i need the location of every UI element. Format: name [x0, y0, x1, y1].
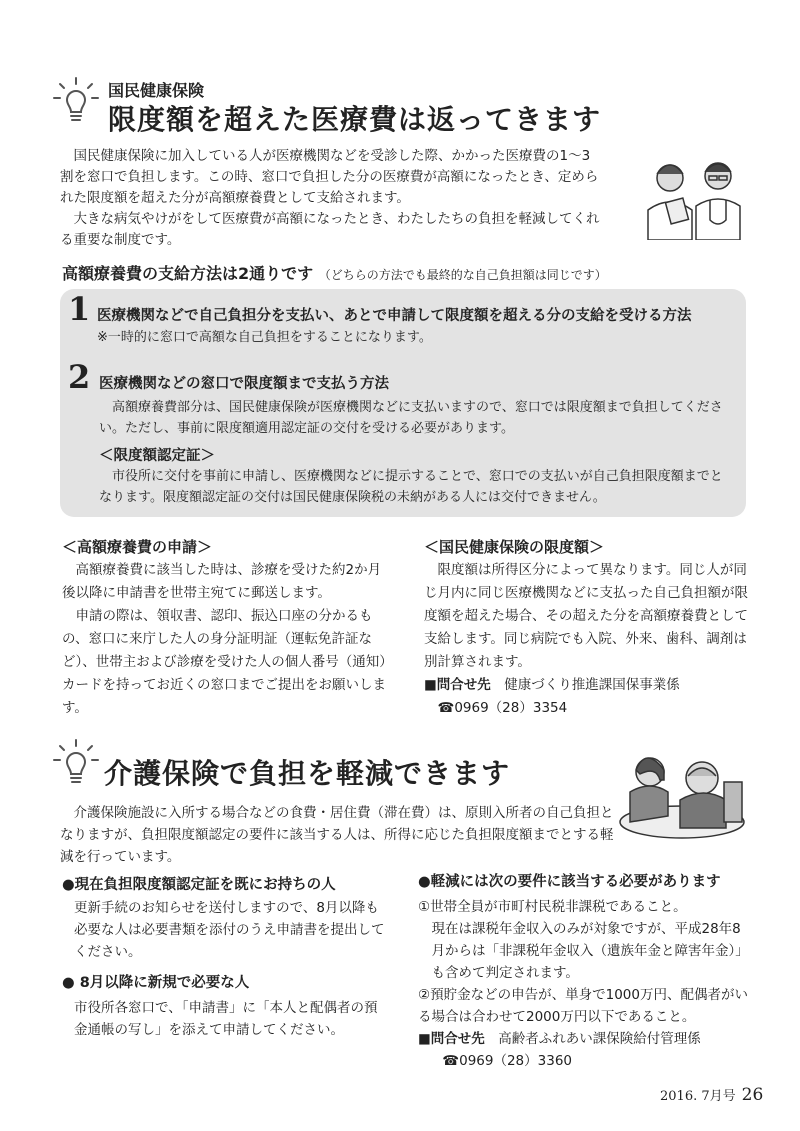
contact-dept: 健康づくり推進課国保事業係 — [504, 677, 680, 693]
existing-holders-heading: ●現在負担限度額認定証を既にお持ちの人 — [62, 877, 336, 893]
issue-label: 2016. 7月号 — [660, 1089, 736, 1104]
method-number-1: 1 — [68, 290, 91, 328]
contact-label: ■問合せ先 — [424, 677, 491, 693]
existing-holders-text: 更新手続のお知らせを送付しますので、8月以降も必要な人は必要書類を添付のうえ申請書を提出してください。 — [74, 900, 385, 960]
care-intro-text: 介護保険施設に入所する場合などの食費・居住費（滞在費）は、原則入所者の自己負担となりますが、負担限度額認定の要件に該当する人は、所得に応じた負担限度額までとする軽減を行っています。 — [60, 805, 614, 865]
caregiver-elderly-illustration — [616, 742, 748, 842]
new-applicants-heading: ● 8月以降に新規で必要な人 — [62, 975, 250, 991]
new-applicants-text: 市役所各窓口で、「申請書」に「本人と配偶者の預金通帳の写し」を添えて申請してください。 — [74, 1000, 378, 1038]
page-number: 26 — [741, 1085, 764, 1105]
doctor-patient-illustration — [640, 150, 750, 240]
contact-dept: 高齢者ふれあい課保険給付管理係 — [498, 1031, 701, 1047]
application-paragraph: 高額療養費に該当した時は、診療を受けた約2か月後以降に申請書を世帯主宛てに郵送します。 — [62, 562, 382, 601]
method-2-text: 高額療養費部分は、国民健康保険が医療機関などに支払いますので、窓口では限度額まで負担してください。ただし、事前に限度額適用認定証の交付を受ける必要があります。 — [99, 400, 723, 436]
limit-certificate-text: 市役所に交付を事前に申請し、医療機関などに提示することで、窓口での支払いが自己負担限度額までとなります。限度額認定証の交付は国民健康保険税の未納がある人には交付できません。 — [99, 469, 723, 505]
limit-text — [424, 559, 750, 720]
lightbulb-icon — [52, 738, 100, 790]
method-1-note: ※一時的に窓口で高額な自己負担をすることになります。 — [97, 330, 432, 345]
application-text — [62, 559, 392, 720]
requirement-item-detail: 現在は課税年金収入のみが対象ですが、平成28年8月からは「非課税年金収入（遺族年金と障害年金）」も含めて判定されます。 — [431, 921, 749, 981]
methods-heading-note: （どちらの方法でも最終的な自己負担額は同じです） — [318, 268, 607, 282]
lightbulb-icon — [52, 76, 100, 128]
page-footer — [660, 1085, 763, 1105]
limit-heading: ＜国民健康保険の限度額＞ — [424, 538, 605, 556]
limit-certificate-heading: ＜限度額認定証＞ — [99, 448, 215, 464]
contact-label: ■問合せ先 — [418, 1031, 485, 1047]
application-paragraph: 申請の際は、領収書、認印、振込口座の分かるもの、窓口に来庁した人の身分証明証（運転免許証など）、世帯主および診療を受けた人の個人番号（通知）カードを持ってお近くの窓口までご提出をお願いします。 — [62, 608, 386, 716]
requirements-list — [418, 896, 754, 1072]
method-1-title: 医療機関などで自己負担分を支払い、あとで申請して限度額を超える分の支給を受ける方法 — [97, 308, 692, 324]
requirement-item: ②預貯金などの申告が、単身で1000万円、配偶者がいる場合は合わせて2000万円以下であること。 — [418, 987, 748, 1025]
method-number-2: 2 — [68, 358, 91, 396]
section-kicker: 国民健康保険 — [108, 81, 205, 100]
requirements-heading: ●軽減には次の要件に該当する必要があります — [418, 874, 721, 890]
methods-heading — [62, 261, 607, 284]
contact-tel: ☎0969（28）3360 — [442, 1053, 573, 1069]
intro-paragraph: 大きな病気やけがをして医療費が高額になったとき、わたしたちの負担を軽減してくれる重要な制度です。 — [60, 211, 600, 248]
limit-paragraph: 限度額は所得区分によって異なります。同じ人が同じ月内に同じ医療機関などに支払った自己負担額が限度額を超えた場合、その超えた分を高額療養費として支給します。同じ病院でも入院、外来、歯科、調剤は別計算されます。 — [424, 562, 748, 670]
contact-tel: ☎0969（28）3354 — [437, 700, 568, 716]
intro-text — [60, 146, 600, 251]
section-title: 介護保険で負担を軽減できます — [104, 757, 511, 790]
section-title: 限度額を超えた医療費は返ってきます — [108, 103, 602, 136]
intro-paragraph: 国民健康保険に加入している人が医療機関などを受診した際、かかった医療費の1～3割を窓口で負担します。この時、窓口で負担した分の医療費が高額になったとき、定められた限度額を超えた分が高額療養費として支給されます。 — [60, 148, 599, 206]
requirement-item: ①世帯全員が市町村民税非課税であること。 — [418, 899, 687, 915]
method-2-title: 医療機関などの窓口で限度額まで支払う方法 — [99, 376, 389, 392]
methods-heading-text: 高額療養費の支給方法は2通りです — [62, 264, 314, 283]
application-heading: ＜高額療養費の申請＞ — [62, 538, 213, 556]
